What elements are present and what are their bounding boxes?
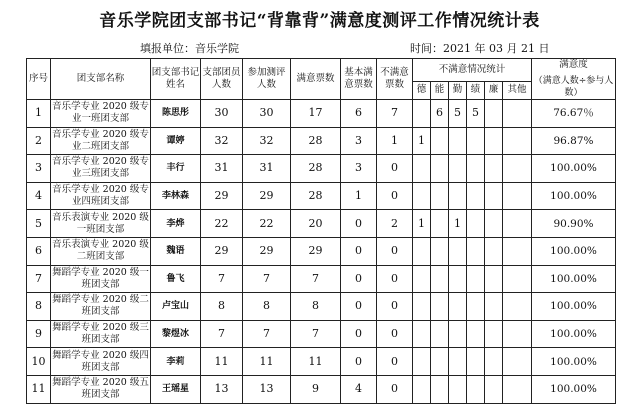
row-reason-count: 5 — [467, 100, 485, 128]
row-reason-count — [431, 237, 449, 265]
row-reason-count — [413, 348, 431, 376]
row-seq: 11 — [27, 375, 51, 403]
row-secretary: 李烨 — [151, 210, 201, 238]
table-row — [27, 265, 616, 293]
row-members: 30 — [201, 100, 243, 128]
header-rate-formula: （满意人数÷参与人数） — [533, 76, 614, 98]
row-reason-count — [449, 182, 467, 210]
row-org: 舞蹈学专业 2020 级一班团支部 — [51, 265, 151, 293]
row-basic: 0 — [341, 265, 377, 293]
row-reason-count: 5 — [449, 100, 467, 128]
row-basic: 0 — [341, 348, 377, 376]
row-rate: 100.00% — [532, 375, 616, 403]
page-title: 音乐学院团支部书记“背靠背”满意度测评工作情况统计表 — [99, 11, 540, 31]
table-row — [27, 237, 616, 265]
row-reason-count — [503, 293, 532, 321]
row-seq: 10 — [27, 348, 51, 376]
row-members: 11 — [201, 348, 243, 376]
row-reason-count — [431, 210, 449, 238]
row-basic: 3 — [341, 127, 377, 155]
row-members: 29 — [201, 237, 243, 265]
row-reason-count — [485, 182, 503, 210]
row-reason-count — [449, 237, 467, 265]
table-row — [27, 210, 616, 238]
header-reason-neng: 能 — [431, 81, 449, 99]
row-reason-count — [503, 210, 532, 238]
row-reason-count — [449, 293, 467, 321]
row-reason-count — [413, 182, 431, 210]
header-seq: 序号 — [27, 59, 51, 100]
row-satisfied: 17 — [291, 100, 341, 128]
row-reason-count — [467, 293, 485, 321]
row-participants: 29 — [243, 182, 291, 210]
row-reason-count — [467, 320, 485, 348]
row-secretary: 卢宝山 — [151, 293, 201, 321]
row-secretary: 谭婷 — [151, 127, 201, 155]
row-unsatisfied: 0 — [377, 265, 413, 293]
row-rate: 100.00% — [532, 182, 616, 210]
row-participants: 7 — [243, 265, 291, 293]
row-participants: 13 — [243, 375, 291, 403]
header-basic: 基本满意票数 — [341, 59, 377, 100]
row-org: 舞蹈学专业 2020 级五班团支部 — [51, 375, 151, 403]
header-reason-qin: 勤 — [449, 81, 467, 99]
row-participants: 22 — [243, 210, 291, 238]
row-unsatisfied: 7 — [377, 100, 413, 128]
row-satisfied: 7 — [291, 320, 341, 348]
table-row — [27, 155, 616, 183]
row-reason-count — [467, 348, 485, 376]
row-reason-count — [413, 293, 431, 321]
row-reason-count — [449, 320, 467, 348]
row-rate: 100.00% — [532, 293, 616, 321]
row-reason-count — [503, 265, 532, 293]
row-basic: 0 — [341, 210, 377, 238]
row-satisfied: 20 — [291, 210, 341, 238]
header-unsatisfied: 不满意票数 — [377, 59, 413, 100]
row-secretary: 李莉 — [151, 348, 201, 376]
row-rate: 100.00% — [532, 265, 616, 293]
row-rate: 76.67％ — [532, 100, 616, 128]
row-unsatisfied: 0 — [377, 293, 413, 321]
row-basic: 1 — [341, 182, 377, 210]
row-secretary: 鲁飞 — [151, 265, 201, 293]
row-unsatisfied: 0 — [377, 320, 413, 348]
row-seq: 8 — [27, 293, 51, 321]
time-label: 时间： — [410, 42, 443, 55]
row-rate: 100.00% — [532, 320, 616, 348]
header-secretary: 团支部书记姓名 — [151, 59, 201, 100]
row-satisfied: 28 — [291, 127, 341, 155]
header-reasons: 不满意情况统计 — [413, 59, 532, 82]
row-unsatisfied: 0 — [377, 375, 413, 403]
header-rate — [532, 59, 616, 100]
row-members: 8 — [201, 293, 243, 321]
row-secretary: 王瑶星 — [151, 375, 201, 403]
row-unsatisfied: 2 — [377, 210, 413, 238]
row-unsatisfied: 1 — [377, 127, 413, 155]
time-line — [410, 40, 549, 56]
row-seq: 4 — [27, 182, 51, 210]
row-reason-count — [431, 348, 449, 376]
row-org: 舞蹈学专业 2020 级二班团支部 — [51, 293, 151, 321]
row-reason-count — [485, 265, 503, 293]
row-reason-count — [467, 155, 485, 183]
row-basic: 0 — [341, 293, 377, 321]
time-value: 2021 年 03 月 21 日 — [443, 42, 550, 55]
row-satisfied: 28 — [291, 155, 341, 183]
row-org: 音乐学专业 2020 级专业一班团支部 — [51, 100, 151, 128]
row-reason-count — [431, 375, 449, 403]
row-reason-count — [467, 210, 485, 238]
row-basic: 0 — [341, 320, 377, 348]
row-org: 舞蹈学专业 2020 级三班团支部 — [51, 320, 151, 348]
row-reason-count — [431, 182, 449, 210]
row-rate: 100.00% — [532, 155, 616, 183]
row-reason-count — [467, 237, 485, 265]
row-reason-count — [485, 320, 503, 348]
row-participants: 8 — [243, 293, 291, 321]
row-reason-count: 6 — [431, 100, 449, 128]
row-reason-count: 1 — [449, 210, 467, 238]
row-reason-count — [431, 265, 449, 293]
table-row — [27, 320, 616, 348]
statistics-table — [26, 58, 616, 404]
header-reason-ji: 绩 — [467, 81, 485, 99]
row-seq: 6 — [27, 237, 51, 265]
row-reason-count: 1 — [413, 210, 431, 238]
table-row — [27, 182, 616, 210]
header-reason-other: 其他 — [503, 81, 532, 99]
row-reason-count — [449, 265, 467, 293]
row-reason-count — [413, 155, 431, 183]
row-basic: 3 — [341, 155, 377, 183]
row-basic: 0 — [341, 237, 377, 265]
row-secretary: 黎煜冰 — [151, 320, 201, 348]
row-participants: 31 — [243, 155, 291, 183]
row-reason-count — [485, 100, 503, 128]
header-reason-de: 德 — [413, 81, 431, 99]
row-satisfied: 11 — [291, 348, 341, 376]
row-reason-count — [485, 210, 503, 238]
row-reason-count — [467, 265, 485, 293]
row-participants: 32 — [243, 127, 291, 155]
row-participants: 7 — [243, 320, 291, 348]
header-row-1 — [27, 59, 616, 82]
row-members: 29 — [201, 182, 243, 210]
row-reason-count — [485, 293, 503, 321]
row-reason-count — [467, 127, 485, 155]
row-members: 31 — [201, 155, 243, 183]
row-unsatisfied: 0 — [377, 155, 413, 183]
row-satisfied: 28 — [291, 182, 341, 210]
row-org: 音乐学专业 2020 级专业二班团支部 — [51, 127, 151, 155]
row-basic: 4 — [341, 375, 377, 403]
row-reason-count — [503, 320, 532, 348]
row-reason-count — [485, 348, 503, 376]
table-row — [27, 293, 616, 321]
row-participants: 11 — [243, 348, 291, 376]
row-seq: 7 — [27, 265, 51, 293]
row-reason-count — [467, 375, 485, 403]
row-secretary: 陈思彤 — [151, 100, 201, 128]
row-reason-count — [431, 155, 449, 183]
header-participants: 参加测评人数 — [243, 59, 291, 100]
row-members: 32 — [201, 127, 243, 155]
row-secretary: 李林森 — [151, 182, 201, 210]
row-reason-count — [485, 127, 503, 155]
row-reason-count — [431, 127, 449, 155]
row-seq: 9 — [27, 320, 51, 348]
row-seq: 5 — [27, 210, 51, 238]
header-reason-lian: 廉 — [485, 81, 503, 99]
row-rate: 96.87% — [532, 127, 616, 155]
row-rate: 100.00% — [532, 348, 616, 376]
row-reason-count — [431, 293, 449, 321]
row-reason-count — [503, 348, 532, 376]
header-members: 支部团员人数 — [201, 59, 243, 100]
row-satisfied: 29 — [291, 237, 341, 265]
row-rate: 90.90% — [532, 210, 616, 238]
row-reason-count — [485, 155, 503, 183]
row-reason-count — [413, 320, 431, 348]
row-reason-count — [413, 375, 431, 403]
row-reason-count — [503, 182, 532, 210]
row-members: 7 — [201, 265, 243, 293]
row-members: 7 — [201, 320, 243, 348]
header-satisfied: 满意票数 — [291, 59, 341, 100]
row-reason-count — [503, 375, 532, 403]
row-reason-count — [413, 237, 431, 265]
row-seq: 1 — [27, 100, 51, 128]
row-satisfied: 8 — [291, 293, 341, 321]
row-reason-count — [485, 375, 503, 403]
row-unsatisfied: 0 — [377, 182, 413, 210]
header-rate-title: 满意度 — [559, 59, 588, 70]
row-reason-count — [449, 375, 467, 403]
row-participants: 30 — [243, 100, 291, 128]
row-basic: 6 — [341, 100, 377, 128]
row-satisfied: 9 — [291, 375, 341, 403]
row-org: 音乐表演专业 2020 级二班团支部 — [51, 237, 151, 265]
row-reason-count — [503, 237, 532, 265]
row-participants: 29 — [243, 237, 291, 265]
unit-value: 音乐学院 — [195, 42, 239, 55]
row-org: 音乐学专业 2020 级专业三班团支部 — [51, 155, 151, 183]
unit-label: 填报单位： — [140, 42, 195, 55]
row-members: 13 — [201, 375, 243, 403]
table-row — [27, 127, 616, 155]
table-row — [27, 348, 616, 376]
header-org: 团支部名称 — [51, 59, 151, 100]
row-reason-count — [449, 348, 467, 376]
table-body — [27, 100, 616, 404]
row-reason-count — [449, 155, 467, 183]
row-reason-count — [503, 155, 532, 183]
row-reason-count — [485, 237, 503, 265]
row-seq: 2 — [27, 127, 51, 155]
row-members: 22 — [201, 210, 243, 238]
row-org: 音乐表演专业 2020 级一班团支部 — [51, 210, 151, 238]
row-rate: 100.00% — [532, 237, 616, 265]
row-org: 舞蹈学专业 2020 级四班团支部 — [51, 348, 151, 376]
row-unsatisfied: 0 — [377, 237, 413, 265]
row-secretary: 丰行 — [151, 155, 201, 183]
table-row — [27, 375, 616, 403]
row-reason-count — [449, 127, 467, 155]
row-org: 音乐学专业 2020 级专业四班团支部 — [51, 182, 151, 210]
row-reason-count — [503, 100, 532, 128]
row-reason-count — [467, 182, 485, 210]
row-satisfied: 7 — [291, 265, 341, 293]
row-reason-count — [413, 265, 431, 293]
row-reason-count: 1 — [413, 127, 431, 155]
row-reason-count — [413, 100, 431, 128]
row-secretary: 魏语 — [151, 237, 201, 265]
row-seq: 3 — [27, 155, 51, 183]
row-reason-count — [431, 320, 449, 348]
unit-line — [140, 40, 239, 56]
row-reason-count — [503, 127, 532, 155]
table-row — [27, 100, 616, 128]
row-unsatisfied: 0 — [377, 348, 413, 376]
